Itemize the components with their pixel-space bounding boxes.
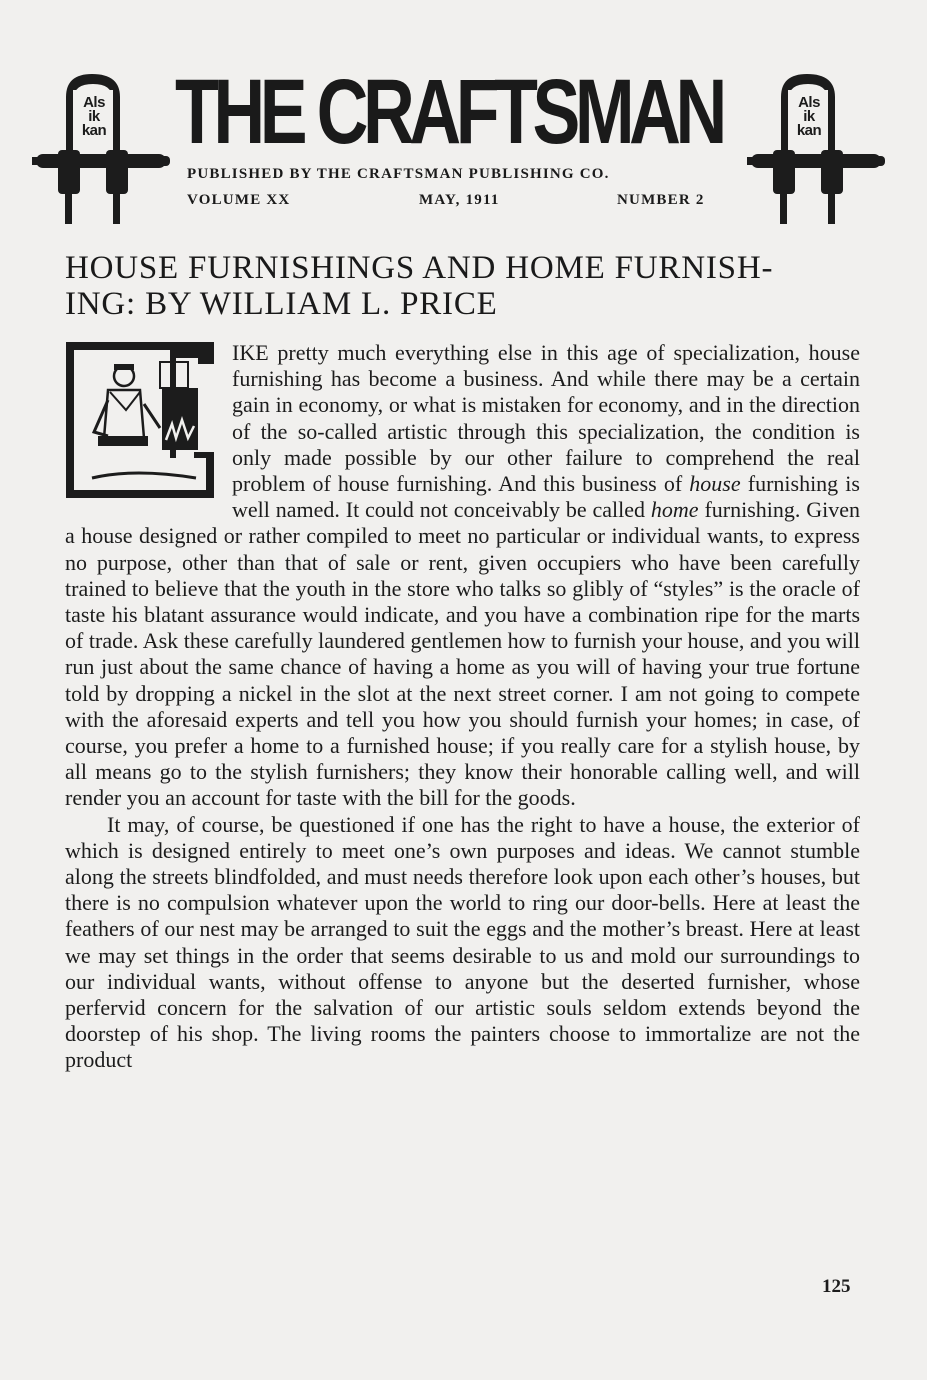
page-number: 125: [822, 1276, 851, 1297]
article-paragraph-1: IKE pretty much everything else in this age of specialization, house furnishing has become a business. And while there may be a certain gain in economy, or what is mistaken for economy, and in the direction of the so-called artistic through this specialization, the condition is only made possible by our other failure to comprehend the real problem of house furnishing. And this business of house furnishing is well named. It could not conceivably be called home furnishing. Given a house designed or rather compiled to meet no particular or individual wants, to express no purpose, other than that of sale or rent, given occupiers who have been carefully trained to believe that the youth in the store who talks so glibly of “styles” is the oracle of taste his blatant assurance would indicate, and you have a combination ripe for the marts of trade. Ask these carefully laundered gentlemen how to furnish your house, and you will run just about the same chance of having a home as you will of having your true fortune told by dropping a nickel in the slot at the next street corner. I am not going to compete with the aforesaid experts and tell you how you should furnish your homes; in case, of course, you prefer a home to a furnished house; if you really care for a stylish house, by all means go to the stylish furnishers; they know their honorable calling well, and will render you an account for taste with the bill for the goods.: [65, 340, 861, 811]
craftsman-joiner-logo-right: [745, 62, 890, 227]
article-paragraph-2: It may, of course, be questioned if one has the right to have a house, the exterior of which is designed entirely to meet one’s own purposes and ideas. We cannot stumble along the streets blindfolded, and must needs therefore look upon each other’s houses, but there is no compulsion whatever upon the world to ring our door-bells. Here at least the feathers of our nest may be arranged to suit the eggs and the mother’s breast. Here at least we may set things in the order that seems desirable to us and mold our surroundings to our individual wants, without offense to anyone but the deserted furnisher, whose perfervid concern for the salvation of our artistic souls seldom extends beyond the doorstep of his shop. The living rooms the painters choose to immortalize are not the product: [65, 811, 860, 1073]
logo-motto: Als ik kan: [81, 94, 107, 139]
publisher-line: PUBLISHED BY THE CRAFTSMAN PUBLISHING CO.: [187, 166, 610, 182]
magazine-title: THE CRAFTSMAN: [175, 61, 722, 163]
joiner-clamp-icon: [30, 62, 175, 227]
article-title: [65, 250, 865, 322]
masthead: [30, 58, 890, 223]
article-title-line-1: HOUSE FURNISHINGS AND HOME FURNISH-: [65, 250, 774, 286]
article-title-line-2: ING: BY WILLIAM L. PRICE: [65, 286, 498, 322]
drop-cap-spacer: [65, 340, 232, 522]
logo-motto: Als ik kan: [796, 94, 822, 139]
volume-label: VOLUME XX: [187, 192, 291, 208]
article-body: [65, 340, 860, 1074]
issue-number: NUMBER 2: [617, 192, 705, 208]
joiner-clamp-icon: [745, 62, 890, 227]
craftsman-joiner-logo-left: [30, 62, 175, 227]
issue-date: MAY, 1911: [419, 192, 500, 208]
